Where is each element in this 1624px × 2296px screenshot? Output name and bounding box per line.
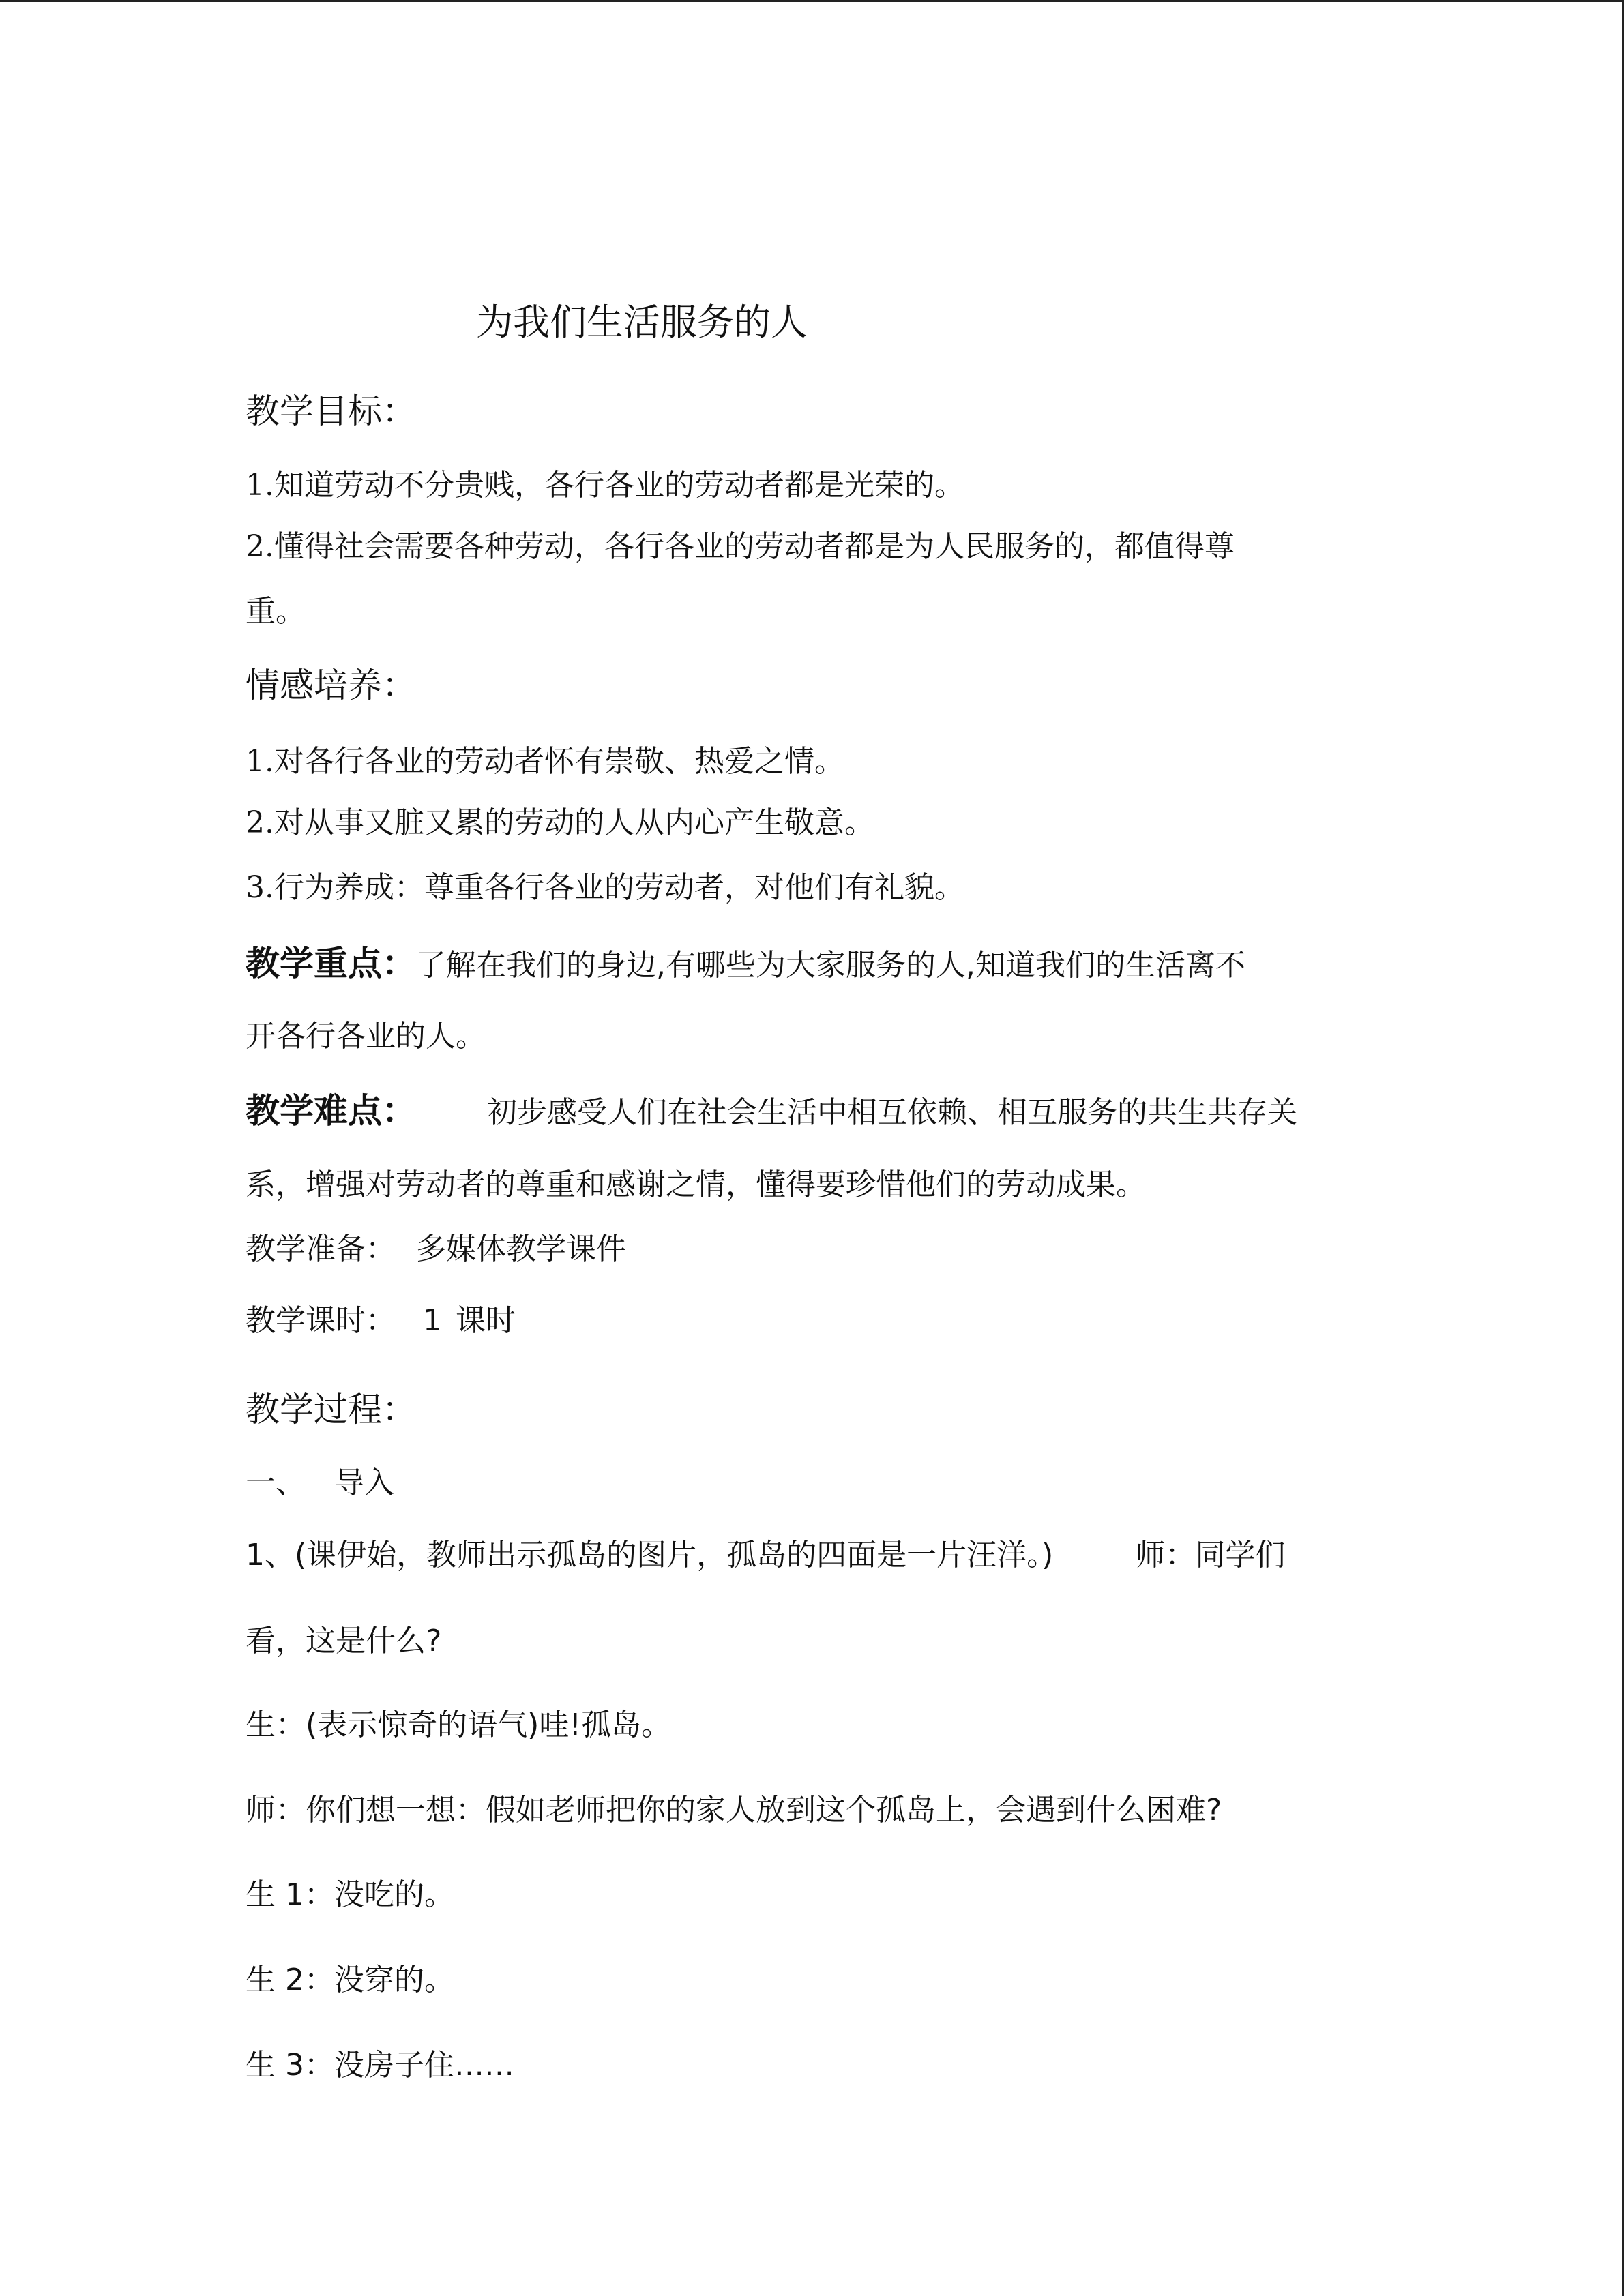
preparation-value: 多媒体教学课件	[416, 1232, 626, 1266]
process-line-1-teacher: 师：同学们	[1135, 1538, 1286, 1572]
section-1-row	[246, 1465, 394, 1500]
difficulty-row	[246, 1091, 1297, 1131]
preparation-row	[246, 1234, 626, 1264]
class-hours-label: 教学课时：	[246, 1303, 396, 1338]
process-line-1-text: 1、(课伊始，教师出示孤岛的图片，孤岛的四面是一片汪洋。)	[246, 1538, 1054, 1572]
process-line-7: 生 3：没房子住……	[246, 2048, 514, 2083]
emotion-item-3: 3.行为养成：尊重各行各业的劳动者，对他们有礼貌。	[246, 870, 964, 905]
goals-heading: 教学目标：	[246, 391, 416, 431]
key-point-text: 了解在我们的身边,有哪些为大家服务的人,知道我们的生活离不	[416, 948, 1245, 983]
emotion-item-1: 1.对各行各业的劳动者怀有崇敬、热爱之情。	[246, 744, 844, 779]
page-title: 为我们生活服务的人	[476, 301, 808, 344]
difficulty-text: 初步感受人们在社会生活中相互依赖、相互服务的共生共存关	[487, 1095, 1297, 1130]
goals-item-2-cont: 重。	[246, 594, 306, 629]
section-1-number: 一、	[246, 1465, 306, 1500]
class-hours-number: 1	[423, 1303, 442, 1338]
emotion-heading: 情感培养：	[246, 666, 416, 705]
emotion-item-2: 2.对从事又脏又累的劳动的人从内心产生敬意。	[246, 805, 874, 840]
class-hours-row	[246, 1303, 516, 1338]
goals-item-2: 2.懂得社会需要各种劳动，各行各业的劳动者都是为人民服务的，都值得尊	[246, 529, 1235, 564]
key-point-label: 教学重点：	[246, 944, 416, 983]
preparation-label: 教学准备：	[246, 1232, 396, 1266]
process-line-6: 生 2：没穿的。	[246, 1963, 454, 1997]
process-line-1	[246, 1540, 1285, 1570]
process-line-4: 师：你们想一想：假如老师把你的家人放到这个孤岛上，会遇到什么困难?	[246, 1793, 1222, 1828]
class-hours-unit: 课时	[456, 1303, 516, 1338]
key-point-row	[246, 946, 1245, 981]
difficulty-text-cont: 系，增强对劳动者的尊重和感谢之情，懂得要珍惜他们的劳动成果。	[246, 1167, 1146, 1202]
section-1-title: 导入	[334, 1465, 394, 1500]
process-line-3: 生：(表示惊奇的语气)哇!孤岛。	[246, 1708, 671, 1742]
key-point-text-cont: 开各行各业的人。	[246, 1019, 486, 1054]
process-line-2: 看，这是什么?	[246, 1624, 442, 1658]
difficulty-label: 教学难点：	[246, 1091, 416, 1131]
process-line-5: 生 1：没吃的。	[246, 1877, 454, 1912]
goals-item-1: 1.知道劳动不分贵贱，各行各业的劳动者都是光荣的。	[246, 468, 964, 503]
process-heading: 教学过程：	[246, 1390, 416, 1429]
